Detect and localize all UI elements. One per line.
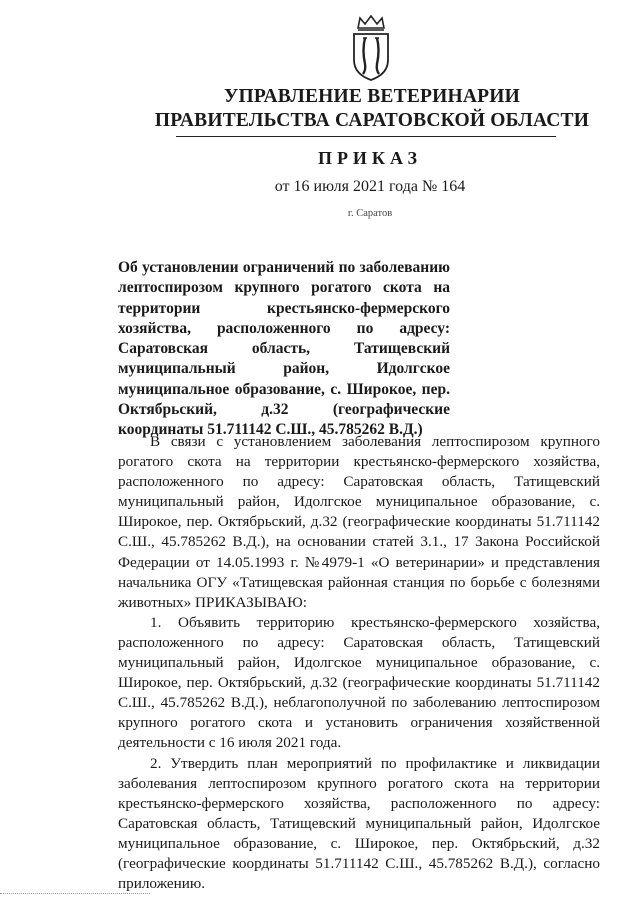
document-body — [118, 432, 600, 894]
document-city: г. Саратов — [347, 208, 393, 219]
saratov-coat-of-arms-icon — [346, 14, 396, 82]
document-title: ПРИКАЗ — [317, 148, 423, 168]
order-item-2: 2. Утвердить план мероприятий по профилактике и ликвидации заболевания лептоспирозом крупного рогатого скота на территории крестьянско-фермерского хозяйства, расположенного по адресу: Саратовская область, Татищевский муниципальный район, Идолгское муниципальное образование, с. Широкое, пер. Октябрьский, д.32 (географические координаты 51.711142 С.Ш., 45.785262 В.Д.), согласно приложению. — [118, 754, 600, 893]
header-divider — [176, 136, 556, 137]
organization-name-line-1: УПРАВЛЕНИЕ ВЕТЕРИНАРИИ — [224, 86, 520, 107]
scan-edge-line — [0, 893, 150, 894]
preamble-paragraph: В связи с установлением заболевания лептоспирозом крупного рогатого скота на территории крестьянско-фермерского хозяйства, расположенного по адресу: Саратовская область, Татищевский муниципальный район, Идолгское муниципальное образование, с. Широкое, пер. Октябрьский, д.32 (географические координаты 51.711142 С.Ш., 45.785262 В.Д.), на основании статей 3.1., 17 Закона Российской Федерации от 14.05.1993 г. №4979-1 «О ветеринарии» и представления начальника ОГУ «Татищевская районная станция по борьбе с болезнями животных» ПРИКАЗЫВАЮ: — [118, 433, 600, 611]
order-item-1: 1. Объявить территорию крестьянско-фермерского хозяйства, расположенного по адресу: Саратовская область, Татищевский муниципальный район, Идолгское муниципальное образование, с. Широкое, пер. Октябрьский, д.32 (географические координаты 51.711142 С.Ш., 45.785262 В.Д.), неблагополучной по заболеванию лептоспирозом крупного рогатого скота и установить ограничения хозяйственной деятельности с 16 июля 2021 года. — [118, 613, 600, 752]
document-date-number: от 16 июля 2021 года № 164 — [274, 178, 466, 195]
organization-name-line-2: ПРАВИТЕЛЬСТВА САРАТОВСКОЙ ОБЛАСТИ — [154, 110, 590, 131]
document-subject: Об установлении ограничений по заболеванию лептоспирозом крупного рогатого скота на территории крестьянско-фермерского хозяйства, расположенного по адресу: Саратовская область, Татищевский муниципальный район, Идолгское муниципальное образование, с. Широкое, пер. Октябрьский, д.32 (географические координаты 51.711142 С.Ш., 45.785262 В.Д.) — [118, 259, 450, 439]
